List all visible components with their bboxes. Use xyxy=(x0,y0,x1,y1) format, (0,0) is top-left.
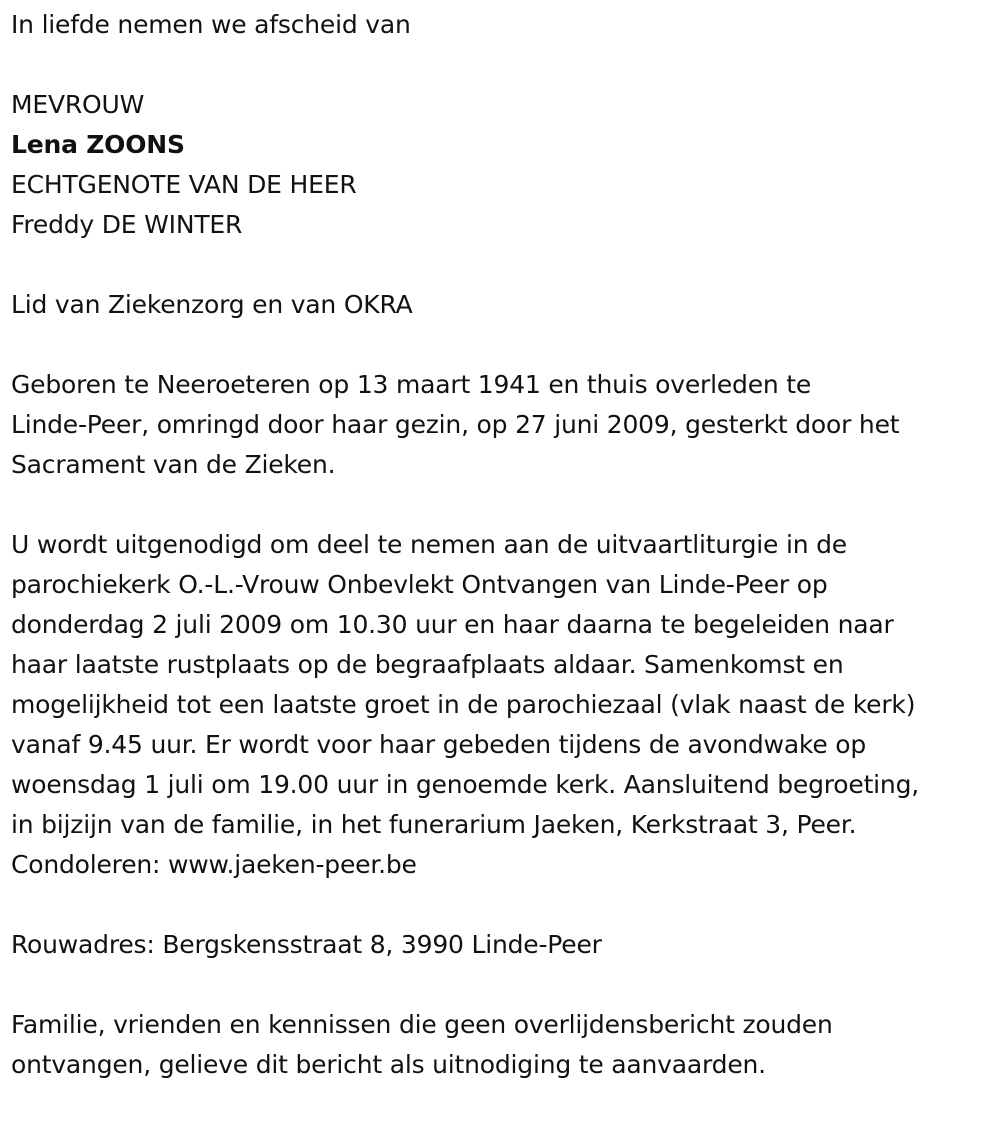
paragraph-line: ontvangen, gelieve dit bericht als uitnodiging te aanvaarden. xyxy=(11,1050,766,1079)
spacer xyxy=(11,325,1000,365)
paragraph-line: donderdag 2 juli 2009 om 10.30 uur en haar daarna te begeleiden naar xyxy=(11,610,894,639)
spouse-name: Freddy DE WINTER xyxy=(11,210,243,239)
birth-death-paragraph xyxy=(11,365,1000,485)
intro-text: In liefde nemen we afscheid van xyxy=(11,10,411,39)
spouse-label: ECHTGENOTE VAN DE HEER xyxy=(11,170,357,199)
paragraph-line: haar laatste rustplaats op de begraafplaats aldaar. Samenkomst en xyxy=(11,650,844,679)
spacer xyxy=(11,885,1000,925)
paragraph-line: woensdag 1 juli om 19.00 uur in genoemde kerk. Aansluitend begroeting, xyxy=(11,770,919,799)
title-prefix: MEVROUW xyxy=(11,90,145,119)
paragraph-line: Familie, vrienden en kennissen die geen overlijdensbericht zouden xyxy=(11,1010,833,1039)
paragraph-line: vanaf 9.45 uur. Er wordt voor haar gebeden tijdens de avondwake op xyxy=(11,730,867,759)
spacer xyxy=(11,245,1000,285)
deceased-name: Lena ZOONS xyxy=(11,130,185,159)
paragraph-line: Linde-Peer, omringd door haar gezin, op 27 juni 2009, gesterkt door het xyxy=(11,410,900,439)
paragraph-line: mogelijkheid tot een laatste groet in de parochiezaal (vlak naast de kerk) xyxy=(11,690,916,719)
paragraph-line: Geboren te Neeroeteren op 13 maart 1941 en thuis overleden te xyxy=(11,370,812,399)
paragraph-line: parochiekerk O.-L.-Vrouw Onbevlekt Ontvangen van Linde-Peer op xyxy=(11,570,828,599)
paragraph-line: Sacrament van de Zieken. xyxy=(11,450,336,479)
mourning-address: Rouwadres: Bergskensstraat 8, 3990 Linde-Peer xyxy=(11,930,602,959)
closing-paragraph xyxy=(11,1005,1000,1085)
spacer xyxy=(11,485,1000,525)
spacer xyxy=(11,45,1000,85)
paragraph-line: U wordt uitgenodigd om deel te nemen aan de uitvaartliturgie in de xyxy=(11,530,847,559)
invitation-paragraph xyxy=(11,525,1000,885)
spacer xyxy=(11,965,1000,1005)
membership-text: Lid van Ziekenzorg en van OKRA xyxy=(11,290,413,319)
condolence-line: Condoleren: www.jaeken-peer.be xyxy=(11,850,417,879)
paragraph-line: in bijzijn van de familie, in het funerarium Jaeken, Kerkstraat 3, Peer. xyxy=(11,810,857,839)
